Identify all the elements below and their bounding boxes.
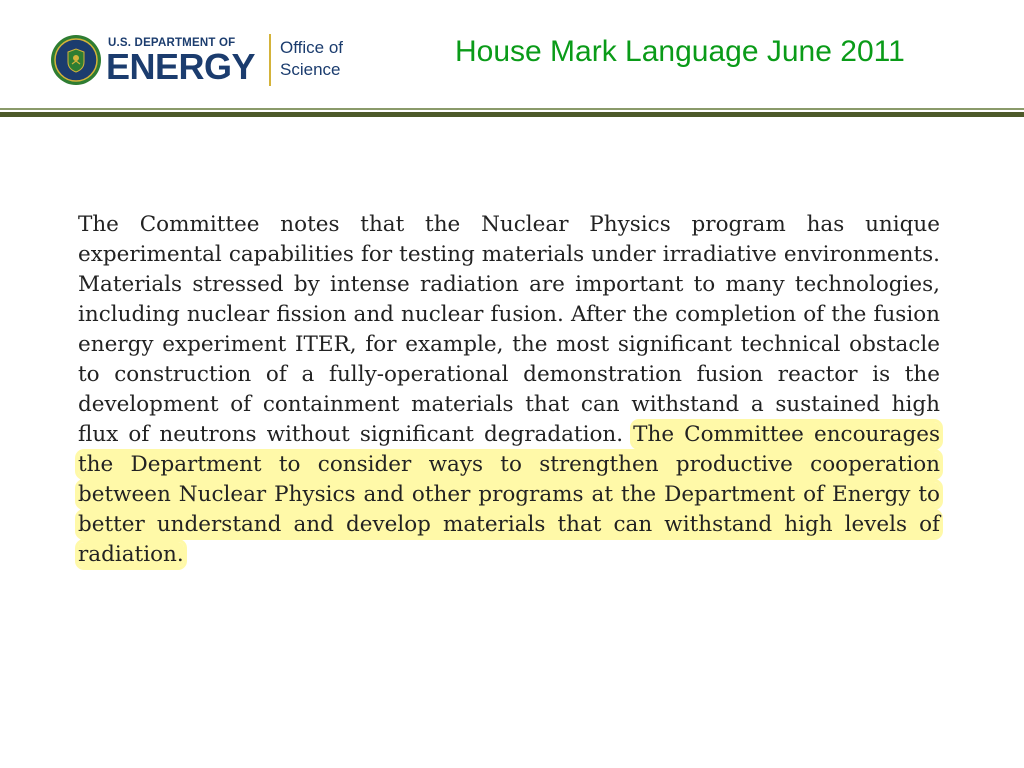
excerpt-highlighted-text: The Committee encourages the Department to consider ways to strengthen productive cooperation between Nuclear Physics and other programs at the Department of Energy to better understand and develop materials that can withstand high levels of radiation. [78,422,940,567]
header-rule-thick [0,112,1024,117]
report-language-excerpt [78,210,940,570]
office-of-science-label [280,37,343,81]
agency-name-large: ENERGY [106,46,256,87]
office-line-1: Office of [280,38,343,57]
doe-seal-icon [50,34,102,86]
logo-divider [269,34,271,86]
header-rule-thin [0,108,1024,110]
slide-header [0,0,1024,110]
excerpt-plain-text: The Committee notes that the Nuclear Physics program has unique experimental capabilities for testing materials under irradiative environments. Materials stressed by intense radiation are important to many technologies, including nuclear fission and nuclear fusion. After the completion of the fusion energy experiment ITER, for example, the most significant technical obstacle to construction of a fully-operational demonstration fusion reactor is the development of containment materials that can withstand a sustained high flux of neutrons without significant degradation. [78,212,940,447]
office-line-2: Science [280,60,341,79]
agency-name-small: U.S. DEPARTMENT OF [108,37,236,49]
slide-title: House Mark Language June 2011 [455,35,905,68]
